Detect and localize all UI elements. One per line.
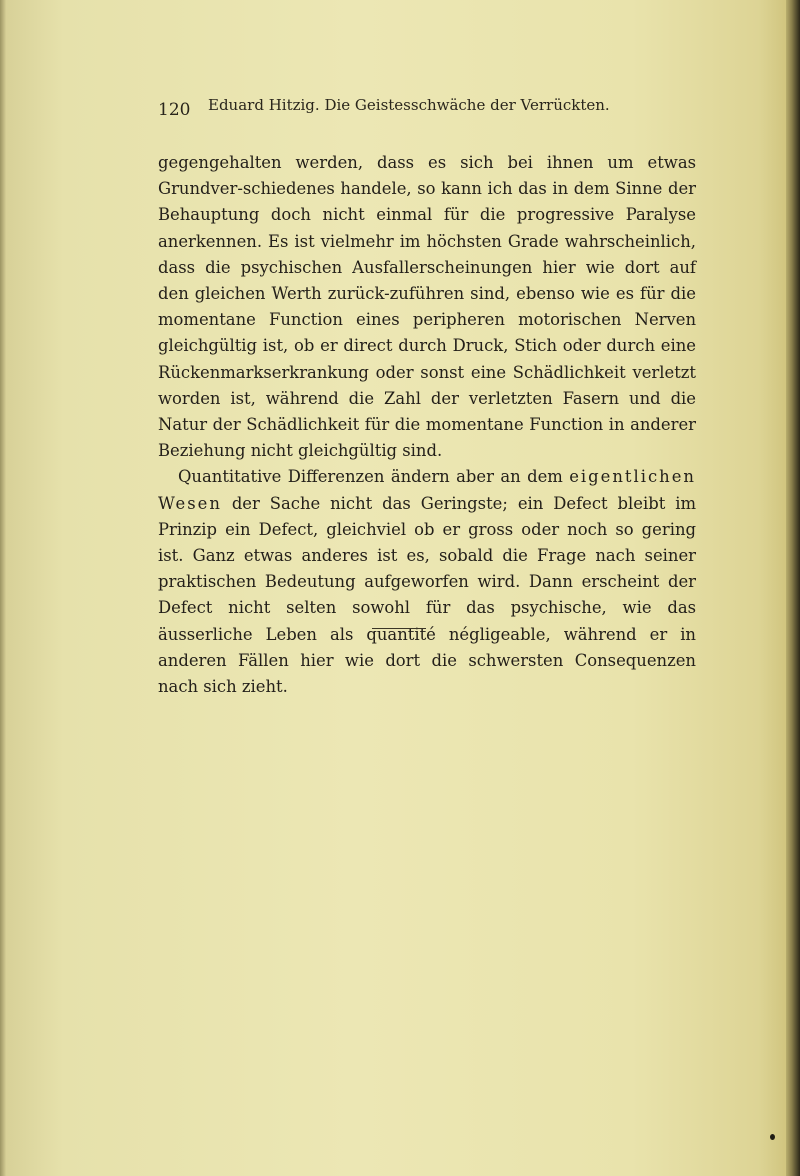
- page-right-edge: [786, 0, 800, 1176]
- page-left-shadow: [0, 0, 6, 1176]
- paragraph-2-start: Quantitative Differenzen ändern aber an dem: [178, 467, 570, 487]
- page-number: 120: [158, 100, 191, 120]
- body-text: [158, 150, 696, 700]
- paragraph-2-rest: der Sache nicht das Geringste; ein Defect bleibt im Prinzip ein Defect, gleichviel ob er gross oder noch so gering ist. Ganz etwas anderes ist es, sobald die Frage nach seiner praktischen Bedeutung aufgeworfen wird. Dann erscheint der Defect nicht selten sowohl für das psychische, wie das äusserliche Leben als quantité négligeable, während er in anderen Fällen hier wie dort die schwersten Consequenzen nach sich zieht.: [158, 493, 696, 697]
- ink-speck: [770, 1134, 775, 1140]
- running-header: Eduard Hitzig. Die Geistesschwäche der Verrückten.: [208, 96, 610, 114]
- paragraph-2: [158, 464, 696, 700]
- paragraph-1: gegengehalten werden, dass es sich bei ihnen um etwas Grundver-schiedenes handele, so kann ich das in dem Sinne der Behauptung doch nicht einmal für die progressive Paralyse anerkennen. Es ist vielmehr im höchsten Grade wahrscheinlich, dass die psychischen Ausfallerscheinungen hier wie dort auf den gleichen Werth zurück-zuführen sind, ebenso wie es für die momentane Function eines peripheren motorischen Nerven gleichgültig ist, ob er direct durch Druck, Stich oder durch eine Rückenmarkserkrankung oder sonst eine Schädlichkeit verletzt worden ist, während die Zahl der verletzten Fasern und die Natur der Schädlichkeit für die momentane Function in anderer Beziehung nicht gleichgültig sind.: [158, 153, 696, 461]
- section-divider: [372, 628, 426, 629]
- emphasized-phrase: eigentlichen Wesen: [158, 467, 696, 513]
